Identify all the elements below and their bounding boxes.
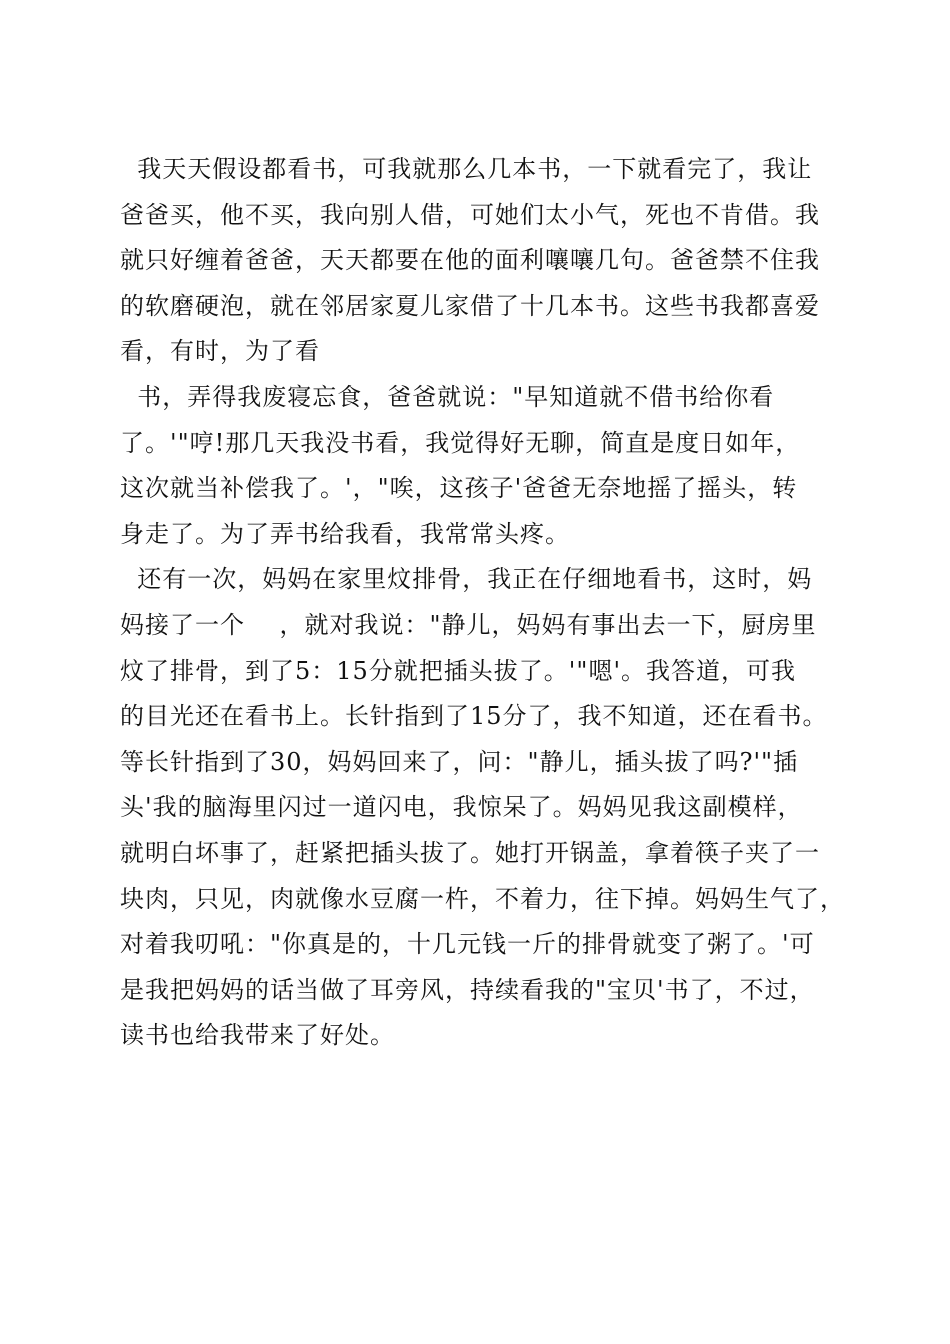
text-line: 的目光还在看书上。长针指到了15分了，我不知道，还在看书。 xyxy=(120,702,828,731)
text-line: 我天天假设都看书，可我就那么几本书，一下就看完了，我让 xyxy=(120,155,813,183)
text-line: 头'我的脑海里闪过一道闪电，我惊呆了。妈妈见我这副模样， xyxy=(120,793,803,822)
text-line: 妈接了一个 ，就对我说："静儿，妈妈有事出去一下，厨房里 xyxy=(120,610,817,639)
text-line: 还有一次，妈妈在家里炆排骨，我正在仔细地看书，这时，妈 xyxy=(120,565,813,594)
text-line: 身走了。为了弄书给我看，我常常头疼。 xyxy=(120,519,570,548)
text-line: 读书也给我带来了好处。 xyxy=(120,1021,395,1050)
text-line: 看，有时，为了看 xyxy=(120,337,320,366)
text-line: 爸爸买，他不买，我向别人借，可她们太小气，死也不肯借。我 xyxy=(120,200,820,229)
text-line: 是我把妈妈的话当做了耳旁风，持续看我的"宝贝'书了，不过， xyxy=(120,975,815,1004)
text-line: 这次就当补偿我了。'，"唉，这孩子'爸爸无奈地摇了摇头，转 xyxy=(120,474,798,503)
text-line: 等长针指到了30，妈妈回来了，问："静儿，插头拔了吗?'"插 xyxy=(120,747,799,776)
text-line: 对着我叨吼："你真是的，十几元钱一斤的排骨就变了粥了。'可 xyxy=(120,930,815,959)
text-line: 就只好缠着爸爸，天天都要在他的面利嚷嚷几句。爸爸禁不住我 xyxy=(120,246,820,275)
text-line: 炆了排骨，到了5：15分就把插头拔了。'"嗯'。我答道，可我 xyxy=(120,656,797,685)
text-line: 了。'"哼!那几天我没书看，我觉得好无聊，简直是度日如年， xyxy=(120,428,801,457)
text-line: 就明白坏事了，赶紧把插头拔了。她打开锅盖，拿着筷子夹了一 xyxy=(120,838,820,867)
text-line: 块肉，只见，肉就像水豆腐一杵，不着力，往下掉。妈妈生气了， xyxy=(120,884,845,913)
document-body xyxy=(120,147,860,1059)
text-line: 书，弄得我废寝忘食，爸爸就说："早知道就不借书给你看 xyxy=(120,382,775,411)
text-line: 的软磨硬泡，就在邻居家夏儿家借了十几本书。这些书我都喜爱 xyxy=(120,291,820,320)
